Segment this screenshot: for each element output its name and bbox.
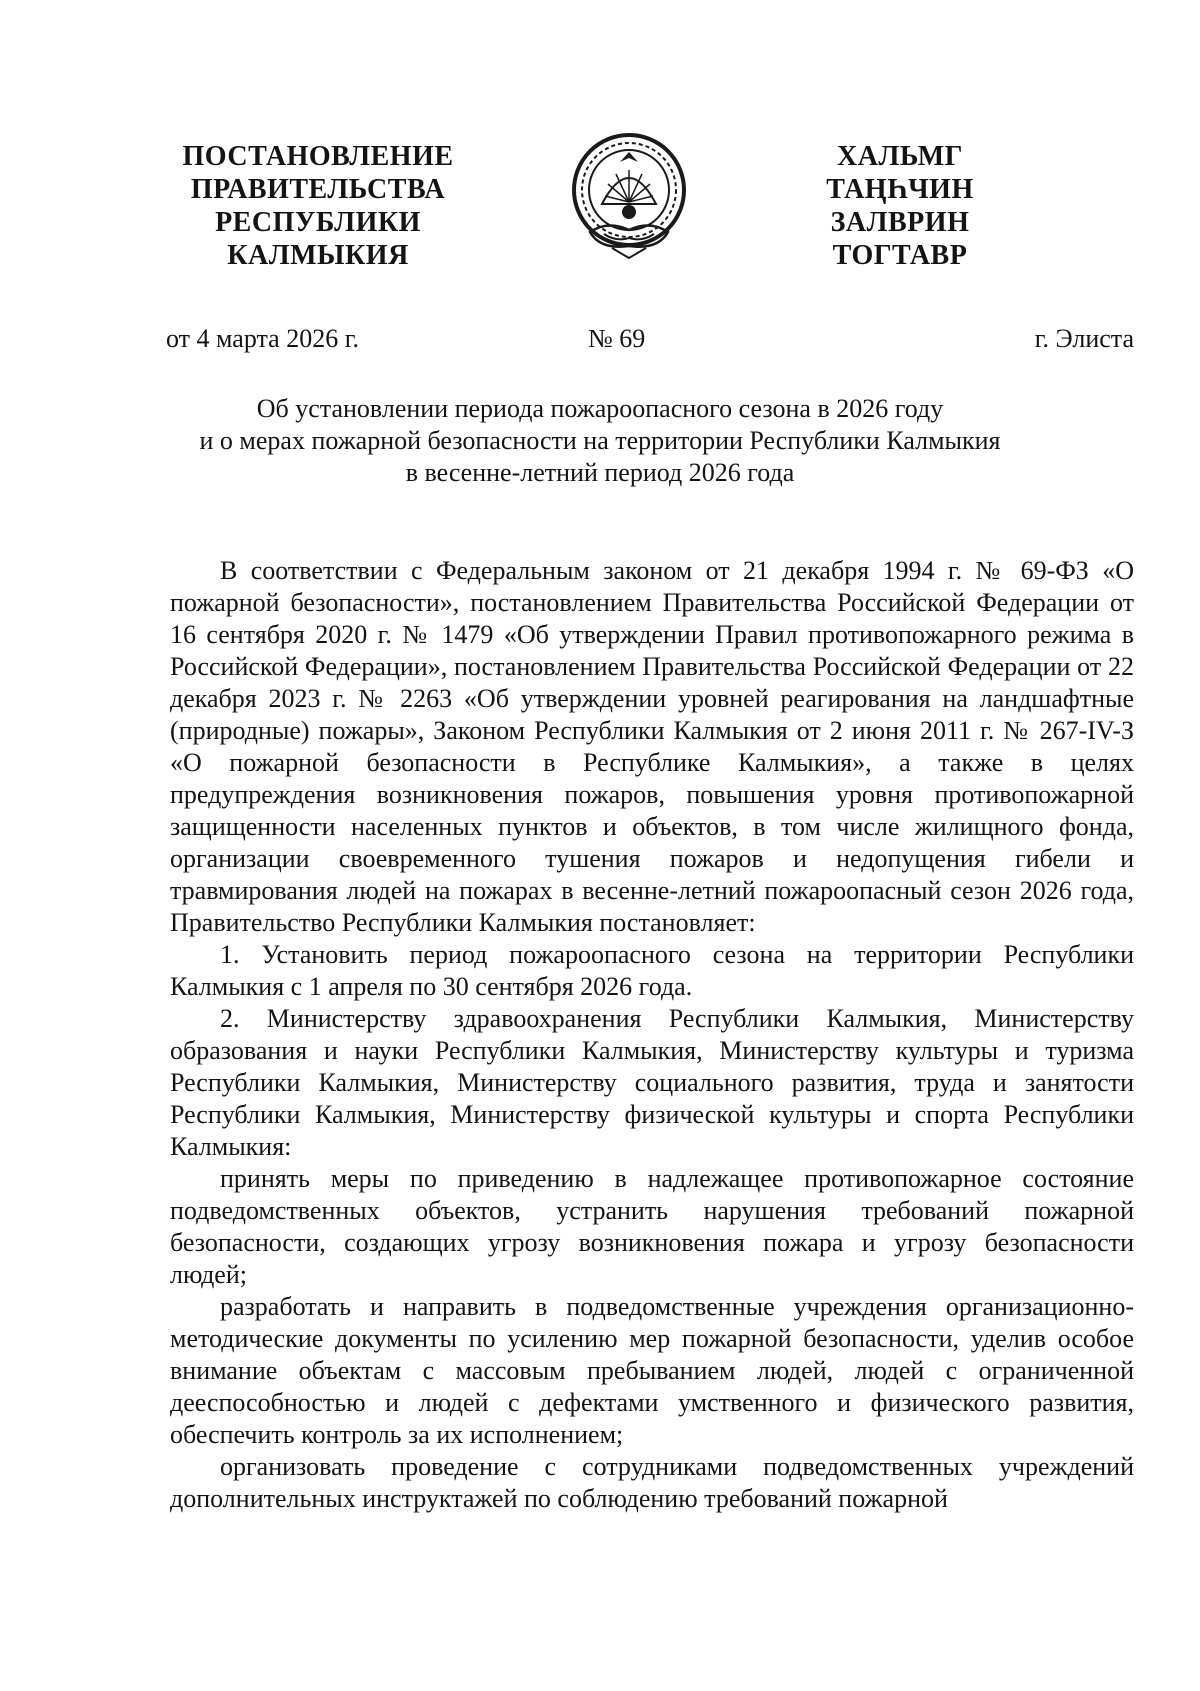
document-title xyxy=(150,393,1050,489)
document-body xyxy=(170,555,1134,1515)
header-right-line: ЗАЛВРИН xyxy=(830,207,970,238)
header-left-line: КАЛМЫКИЯ xyxy=(227,240,409,271)
clause-2-item: принять меры по приведению в надлежащее противопожарное состояние подведомственных объектов, устранить нарушения требований пожарной безопасности, создающих угрозу возникновения пожара и угрозу безопасности людей; xyxy=(170,1164,1134,1289)
preamble-paragraph: В соответствии с Федеральным законом от 21 декабря 1994 г. № 69-ФЗ «О пожарной безопасности», постановлением Правительства Российской Федерации от 16 сентября 2020 г. № 1479 «Об утверждении Правил противопожарного режима в Российской Федерации», постановлением Правительства Российской Федерации от 22 декабря 2023 г. № 2263 «Об утверждении уровней реагирования на ландшафтные (природные) пожары», Законом Республики Калмыкия от 2 июня 2011 г. № 267-IV-З «О пожарной безопасности в Республике Калмыкия», а также в целях предупреждения возникновения пожаров, повышения уровня противопожарной защищенности населенных пунктов и объектов, в том числе жилищного фонда, организации своевременного тушения пожаров и недопущения гибели и травмирования людей на пожарах в весенне-летний пожароопасный сезон 2026 года, Правительство Республики Калмыкия постановляет: xyxy=(170,556,1134,937)
clause-2-item: разработать и направить в подведомственные учреждения организационно-методические документы по усилению мер пожарной безопасности, уделив особое внимание объектам с массовым пребыванием людей, людей с ограниченной дееспособностью и людей с дефектами умственного и физического развития, обеспечить контроль за их исполнением; xyxy=(170,1292,1134,1449)
header-right-line: ТОГТАВР xyxy=(832,240,968,271)
title-line: и о мерах пожарной безопасности на территории Республики Калмыкия xyxy=(199,426,1001,455)
title-line: Об установлении периода пожароопасного сезона в 2026 году xyxy=(256,394,944,423)
header-left-line: РЕСПУБЛИКИ xyxy=(215,207,421,238)
header-right-line: ХАЛЬМГ xyxy=(837,141,963,172)
clause-2-item: организовать проведение с сотрудниками подведомственных учреждений дополнительных инструктажей по соблюдению требований пожарной xyxy=(170,1452,1134,1513)
document-number: № 69 xyxy=(588,324,646,353)
header-right-line: ТАҢҺЧИН xyxy=(826,174,974,205)
clause-1-paragraph: 1. Установить период пожароопасного сезона на территории Республики Калмыкия с 1 апреля по 30 сентября 2026 года. xyxy=(170,940,1134,1001)
header-left-title xyxy=(160,140,476,272)
coat-of-arms-icon xyxy=(568,130,690,260)
clause-2-paragraph: 2. Министерству здравоохранения Республики Калмыкия, Министерству образования и науки Республики Калмыкия, Министерству культуры и туризма Республики Калмыкия, Министерству социального развития, труда и занятости Республики Калмыкия, Министерству физической культуры и спорта Республики Калмыкия: xyxy=(170,1004,1134,1161)
title-line: в весенне-летний период 2026 года xyxy=(405,458,795,487)
header-left-line: ПРАВИТЕЛЬСТВА xyxy=(190,174,446,205)
document-city: г. Элиста xyxy=(1034,324,1134,353)
document-date: от 4 марта 2026 г. xyxy=(166,324,359,353)
header-right-title xyxy=(788,140,1012,272)
header-left-line: ПОСТАНОВЛЕНИЕ xyxy=(182,141,454,172)
